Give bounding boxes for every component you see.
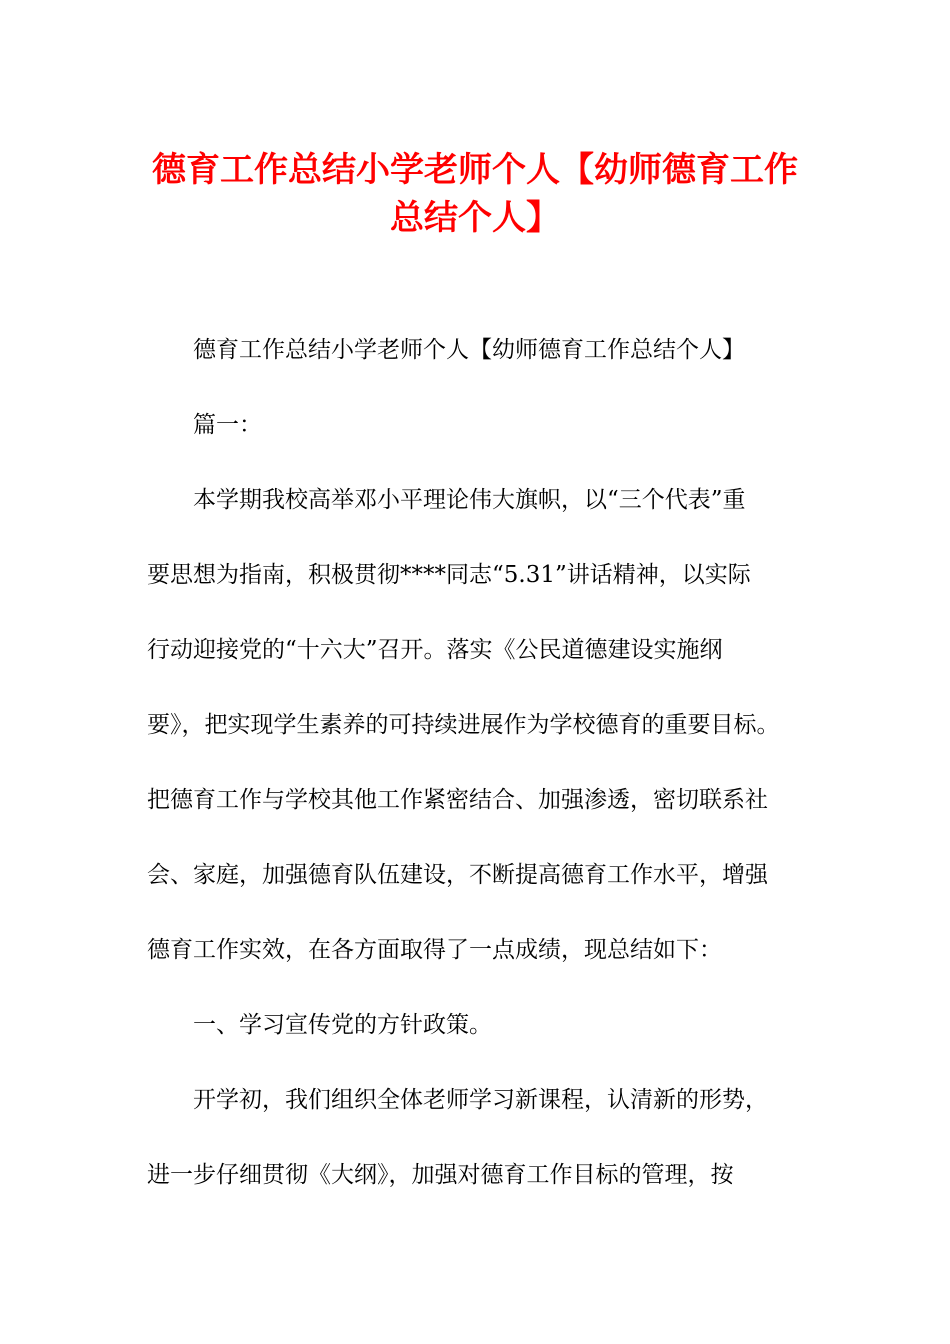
document-title-line-1: 德育工作总结小学老师个人【幼师德育工作 — [152, 150, 798, 190]
paragraph-line: 把德育工作与学校其他工作紧密结合、加强渗透，密切联系社 — [147, 787, 768, 813]
paragraph-line: 德育工作实效，在各方面取得了一点成绩，现总结如下： — [147, 937, 722, 963]
paragraph-line: 开学初，我们组织全体老师学习新课程，认清新的形势， — [193, 1087, 768, 1113]
paragraph-line: 要思想为指南，积极贯彻****同志“5.31”讲话精神，以实际 — [147, 562, 751, 588]
paragraph-line: 要》，把实现学生素养的可持续进展作为学校德育的重要目标。 — [147, 712, 780, 738]
paragraph-line: 本学期我校高举邓小平理论伟大旗帜，以“三个代表”重 — [193, 487, 746, 513]
section-label: 篇一： — [193, 412, 262, 438]
subtitle-line: 德育工作总结小学老师个人【幼师德育工作总结个人】 — [193, 337, 745, 363]
paragraph-line: 会、家庭，加强德育队伍建设，不断提高德育工作水平，增强 — [147, 862, 768, 888]
document-title-line-2: 总结个人】 — [390, 198, 560, 238]
paragraph-line: 进一步仔细贯彻《大纲》，加强对德育工作目标的管理，按 — [147, 1162, 734, 1188]
paragraph-line: 行动迎接党的“十六大”召开。落实《公民道德建设实施纲 — [147, 637, 723, 663]
section-heading: 一、学习宣传党的方针政策。 — [193, 1012, 492, 1038]
